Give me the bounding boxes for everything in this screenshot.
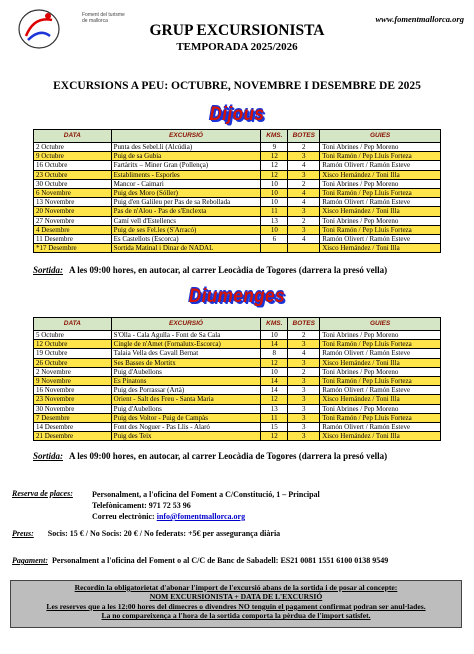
preus-section (12, 529, 280, 538)
cell-data: 27 Novembre (34, 216, 112, 225)
cell-excursio: Establiments - Esporles (111, 170, 261, 179)
cell-botes: 4 (288, 198, 320, 207)
cell-excursio: Puig des Porrassar (Artà) (111, 386, 261, 395)
table-row (34, 422, 441, 431)
pagament-label: Pagament: (12, 556, 48, 565)
cell-botes: 4 (288, 161, 320, 170)
cell-botes: 3 (288, 413, 320, 422)
cell-data: 23 Octubre (34, 170, 112, 179)
table-row (34, 367, 441, 376)
cell-data: 7 Desembre (34, 413, 112, 422)
cell-data: 2 Novembre (34, 367, 112, 376)
diumenges-rows (34, 331, 441, 441)
cell-kms: 14 (261, 340, 288, 349)
cell-kms: 12 (261, 358, 288, 367)
table-row (34, 358, 441, 367)
email-link[interactable]: info@fomentmallorca.org (156, 512, 246, 521)
table-row (34, 376, 441, 385)
cell-kms: 12 (261, 170, 288, 179)
cell-excursio: Font des Noguer - Pas Llis - Alaró (111, 422, 261, 431)
cell-data: 16 Novembre (34, 386, 112, 395)
cell-botes: 3 (288, 376, 320, 385)
cell-excursio: Camí vell d'Estellencs (111, 216, 261, 225)
cell-kms: 10 (261, 367, 288, 376)
cell-botes: 3 (288, 358, 320, 367)
cell-kms: 9 (261, 143, 288, 152)
col-header-excursio: EXCURSIÓ (111, 130, 261, 143)
cell-botes: 3 (288, 395, 320, 404)
table-row (34, 395, 441, 404)
cell-botes: 3 (288, 152, 320, 161)
table-row (34, 225, 441, 234)
cell-kms: 6 (261, 234, 288, 243)
cell-kms: 10 (261, 225, 288, 234)
cell-botes: 2 (288, 143, 320, 152)
page-subtitle: EXCURSIONS A PEU: OCTUBRE, NOVEMBRE I DESEMBRE DE 2025 (53, 80, 421, 92)
cell-kms: 12 (261, 161, 288, 170)
cell-botes (288, 244, 320, 253)
cell-excursio: Fartàritx – Miner Gran (Pollença) (111, 161, 261, 170)
cell-guies: Ramón Olivert / Ramón Esteve (320, 198, 441, 207)
cell-guies: Xisco Hernández / Toni Illa (320, 432, 441, 441)
table-row (34, 413, 441, 422)
cell-kms: 10 (261, 188, 288, 197)
table-row (34, 331, 441, 340)
payment-notice-box (10, 580, 462, 628)
cell-data: 30 Octubre (34, 179, 112, 188)
cell-excursio: Puig d'en Galileu per Pas de sa Rebollada (111, 198, 261, 207)
cell-guies: Toni Ramón / Pep Lluís Forteza (320, 152, 441, 161)
cell-excursio: Puig des Moro (Sóller) (111, 188, 261, 197)
cell-kms: 14 (261, 386, 288, 395)
table-row (34, 152, 441, 161)
table-row (34, 386, 441, 395)
cell-botes: 3 (288, 225, 320, 234)
preus-label: Preus: (12, 529, 34, 538)
cell-guies: Toni Abrines / Pep Moreno (320, 331, 441, 340)
cell-kms: 11 (261, 413, 288, 422)
cell-excursio: Ses Basses de Mortitx (111, 358, 261, 367)
dijous-title: Dijous (209, 102, 265, 125)
page-title: GRUP EXCURSIONISTA (149, 22, 325, 39)
reserva-section (12, 489, 87, 498)
diumenges-title: Diumenges (188, 284, 286, 307)
cell-botes: 3 (288, 432, 320, 441)
cell-excursio: Puig de ses Fel.les (S'Arracó) (111, 225, 261, 234)
col-header-botes: BOTES (288, 130, 320, 143)
cell-excursio: Puig de sa Gubia (111, 152, 261, 161)
cell-excursio: S'Olla - Cala Agulla - Font de Sa Cala (111, 331, 261, 340)
table-row (34, 234, 441, 243)
reserva-details (92, 489, 320, 522)
table-row (34, 404, 441, 413)
cell-guies: Toni Abrines / Pep Moreno (320, 404, 441, 413)
reserva-line-phone: Telefònicament: 971 72 53 96 (92, 501, 191, 510)
cell-data: 16 Octubre (34, 161, 112, 170)
notice-line: La no compareixença a l'hora de la sortida comporta la pèrdua de l'import satisfet. (101, 611, 371, 621)
cell-data: 23 Novembre (34, 395, 112, 404)
table-header-row (34, 130, 441, 143)
cell-data: 14 Desembre (34, 422, 112, 431)
cell-guies: Toni Abrines / Pep Moreno (320, 179, 441, 188)
cell-kms: 15 (261, 422, 288, 431)
cell-kms (261, 244, 288, 253)
cell-data: *17 Desembre (34, 244, 112, 253)
pagament-section (12, 556, 388, 565)
cell-guies: Xisco Hernández / Toni Illa (320, 358, 441, 367)
cell-guies: Ramón Olivert / Ramón Esteve (320, 386, 441, 395)
cell-guies: Xisco Hernández / Toni Illa (320, 170, 441, 179)
cell-guies: Xisco Hernández / Toni Illa (320, 207, 441, 216)
cell-data: 26 Octubre (34, 358, 112, 367)
diumenges-table (33, 317, 441, 441)
sortida-label: Sortida: (33, 451, 64, 461)
col-header-kms: KMS. (261, 318, 288, 331)
table-row (34, 188, 441, 197)
sortida-text: A les 09:00 hores, en autocar, al carrer Leocàdia de Togores (darrera la presó vella) (69, 451, 388, 461)
email-prefix: Correu electrònic: (92, 512, 155, 521)
cell-guies: Toni Ramón / Pep Lluís Forteza (320, 376, 441, 385)
cell-kms: 10 (261, 331, 288, 340)
cell-kms: 11 (261, 207, 288, 216)
cell-botes: 4 (288, 188, 320, 197)
col-header-botes: BOTES (288, 318, 320, 331)
sortida-label: Sortida: (33, 265, 64, 275)
cell-kms: 12 (261, 395, 288, 404)
cell-guies: Toni Ramón / Pep Lluís Forteza (320, 188, 441, 197)
preus-text: Socis: 15 € / No Socis: 20 € / No federats: +5€ per assegurança diària (47, 529, 281, 538)
cell-botes: 2 (288, 216, 320, 225)
cell-guies: Xisco Hernández / Toni Illa (320, 395, 441, 404)
website-link[interactable]: www.fomentmallorca.org (375, 14, 464, 24)
cell-data: 30 Novembre (34, 404, 112, 413)
reserva-label: Reserva de places: (12, 489, 73, 498)
table-row (34, 179, 441, 188)
cell-data: 11 Desembre (34, 234, 112, 243)
cell-excursio: Punta des Sebel.li (Alcúdia) (111, 143, 261, 152)
notice-line: NOM EXCURSIONISTA + DATA DE L'EXCURSIÓ (149, 592, 323, 602)
cell-kms: 13 (261, 404, 288, 413)
cell-botes: 3 (288, 340, 320, 349)
cell-excursio: Sortida Matinal i Dinar de NADAL (111, 244, 261, 253)
cell-guies: Toni Ramón / Pep Lluís Forteza (320, 413, 441, 422)
cell-data: 9 Novembre (34, 376, 112, 385)
cell-guies: Toni Abrines / Pep Moreno (320, 216, 441, 225)
cell-excursio: Mancor - Caimari (111, 179, 261, 188)
cell-guies: Ramón Olivert / Ramón Esteve (320, 161, 441, 170)
cell-data: 4 Desembre (34, 225, 112, 234)
cell-guies: Toni Abrines / Pep Moreno (320, 367, 441, 376)
cell-excursio: Puig d'Aubellons (111, 404, 261, 413)
cell-botes: 3 (288, 170, 320, 179)
dijous-table (33, 129, 441, 253)
table-header-row (34, 318, 441, 331)
season-title: TEMPORADA 2025/2026 (176, 41, 298, 53)
sortida-text: A les 09:00 hores, en autocar, al carrer Leocàdia de Togores (darrera la presó vella) (69, 265, 388, 275)
cell-guies: Ramón Olivert / Ramón Esteve (320, 349, 441, 358)
col-header-data: DATA (34, 130, 112, 143)
col-header-data: DATA (34, 318, 112, 331)
cell-kms: 13 (261, 216, 288, 225)
table-row (34, 244, 441, 253)
cell-guies: Xisco Hernández / Toni Illa (320, 244, 441, 253)
cell-guies: Toni Ramón / Pep Lluís Forteza (320, 340, 441, 349)
cell-excursio: Orient - Salt des Freu - Santa Maria (111, 395, 261, 404)
table-row (34, 161, 441, 170)
table-row (34, 143, 441, 152)
cell-excursio: Es Castellots (Escorca) (111, 234, 261, 243)
cell-kms: 10 (261, 198, 288, 207)
cell-botes: 3 (288, 422, 320, 431)
reserva-line-email (92, 511, 320, 522)
dijous-rows (34, 143, 441, 253)
cell-excursio: Puig d'Aubellons (111, 367, 261, 376)
table-row (34, 340, 441, 349)
col-header-excursio: EXCURSIÓ (111, 318, 261, 331)
cell-data: 5 Octubre (34, 331, 112, 340)
cell-data: 6 Novembre (34, 188, 112, 197)
col-header-guies: GUIES (320, 130, 441, 143)
cell-kms: 8 (261, 349, 288, 358)
cell-data: 19 Octubre (34, 349, 112, 358)
cell-data: 13 Novembre (34, 198, 112, 207)
logo-text: Foment del turisme de mallorca (82, 12, 125, 24)
cell-guies: Ramón Olivert / Ramón Esteve (320, 422, 441, 431)
cell-excursio: Es Pinatons (111, 376, 261, 385)
cell-botes: 4 (288, 234, 320, 243)
cell-botes: 2 (288, 179, 320, 188)
table-row (34, 349, 441, 358)
cell-data: 21 Desembre (34, 432, 112, 441)
cell-excursio: Pas de n'Alou - Pas de s'Enclexta (111, 207, 261, 216)
cell-data: 20 Novembre (34, 207, 112, 216)
cell-excursio: Talaia Vella des Cavall Bernat (111, 349, 261, 358)
cell-excursio: Puig des Voltor - Puig de Campàs (111, 413, 261, 422)
cell-guies: Toni Abrines / Pep Moreno (320, 143, 441, 152)
notice-line: Les reserves que a les 12:00 hores del dimecres o divendres NO tenguin el pagament confirmat podran ser anul·lades. (46, 601, 426, 611)
cell-excursio: Cingle de n'Amet (Fornalutx-Escorca) (111, 340, 261, 349)
table-row (34, 170, 441, 179)
cell-excursio: Puig des Teix (111, 432, 261, 441)
pagament-text: Personalment a l'oficina del Foment o al C/C de Banc de Sabadell: ES21 0081 1551 6100 0138 9549 (52, 556, 389, 565)
cell-kms: 12 (261, 152, 288, 161)
notice-line: Recordin la obligatorietat d'abonar l'import de l'excursió abans de la sortida i de posar al concepte: (74, 583, 398, 592)
cell-data: 9 Octubre (34, 152, 112, 161)
cell-kms: 14 (261, 376, 288, 385)
cell-botes: 4 (288, 349, 320, 358)
table-row (34, 198, 441, 207)
cell-guies: Toni Ramón / Pep Lluís Forteza (320, 225, 441, 234)
cell-botes: 3 (288, 404, 320, 413)
col-header-kms: KMS. (261, 130, 288, 143)
diumenges-sortida (33, 451, 387, 461)
cell-guies: Ramón Olivert / Ramón Esteve (320, 234, 441, 243)
table-row (34, 432, 441, 441)
cell-data: 12 Octubre (34, 340, 112, 349)
cell-botes: 2 (288, 331, 320, 340)
cell-data: 2 Octubre (34, 143, 112, 152)
table-row (34, 207, 441, 216)
cell-kms: 12 (261, 432, 288, 441)
cell-kms: 10 (261, 179, 288, 188)
reserva-line-office: Personalment, a l'oficina del Foment a C/Constitució, 1 – Principal (92, 490, 320, 499)
dijous-sortida (33, 265, 387, 275)
table-row (34, 216, 441, 225)
cell-botes: 3 (288, 386, 320, 395)
cell-botes: 2 (288, 367, 320, 376)
col-header-guies: GUIES (320, 318, 441, 331)
cell-botes: 3 (288, 207, 320, 216)
